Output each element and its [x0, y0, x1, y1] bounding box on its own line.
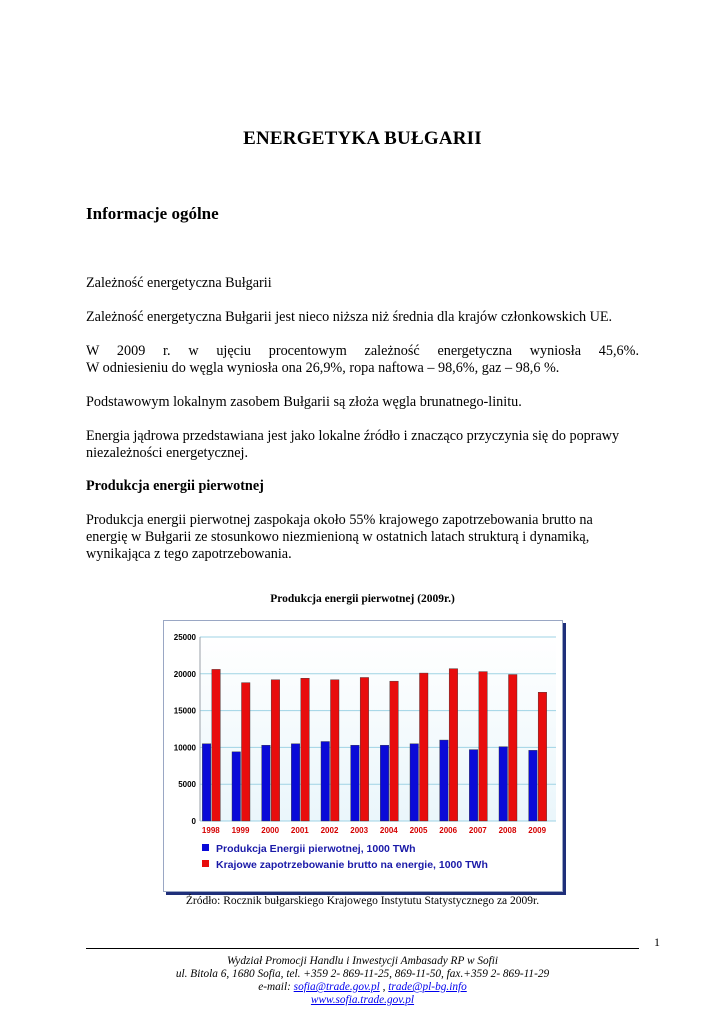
chart-caption: Produkcja energii pierwotnej (2009r.)	[270, 593, 455, 605]
bar-production-2001	[291, 744, 300, 821]
y-tick-label: 15000	[173, 706, 196, 716]
bar-production-2008	[499, 747, 508, 821]
bar-demand-1998	[212, 669, 221, 821]
chart-frame	[163, 620, 563, 892]
bar-demand-2004	[390, 681, 399, 821]
section-heading: Informacje ogólne	[86, 204, 219, 223]
paragraph-nuclear-line2: niezależności energetycznej.	[86, 445, 249, 461]
footer-email-separator: ,	[379, 981, 389, 993]
x-tick-label: 1998	[201, 826, 220, 835]
footer-divider	[86, 948, 639, 949]
paragraph-nuclear-line1: Energia jądrowa przedstawiana jest jako lokalne źródło i znacząco przyczynia się do poprawy	[86, 428, 620, 444]
x-tick-label: 2009	[528, 826, 547, 835]
x-tick-label: 2002	[320, 826, 339, 835]
subheading-primary-production: Produkcja energii pierwotnej	[86, 478, 264, 494]
x-tick-label: 2005	[409, 826, 428, 835]
legend-label: Krajowe zapotrzebowanie brutto na energie, 1000 TWh	[216, 859, 488, 871]
bar-demand-2008	[509, 675, 518, 821]
bar-demand-1999	[242, 683, 251, 821]
bar-demand-2001	[301, 678, 310, 821]
x-tick-label: 2008	[498, 826, 517, 835]
footer-emails	[0, 981, 725, 994]
paragraph-dependence-label: Zależność energetyczna Bułgarii	[86, 275, 272, 291]
footer-email-prefix: e-mail:	[258, 981, 294, 993]
bar-production-1999	[232, 752, 241, 821]
bar-demand-2007	[479, 672, 488, 821]
legend-label: Produkcja Energii pierwotnej, 1000 TWh	[216, 843, 416, 855]
bar-production-1998	[202, 744, 211, 821]
email-link-sofia[interactable]: sofia@trade.gov.pl	[293, 981, 380, 993]
legend-swatch	[202, 860, 209, 867]
bar-demand-2006	[449, 669, 458, 821]
bar-demand-2002	[331, 680, 340, 821]
paragraph-production-line2: energię w Bułgarii ze stosunkowo niezmienioną w ostatnich latach strukturą i dynamiką,	[86, 529, 590, 545]
bar-production-2007	[469, 750, 478, 821]
footer-office: Wydział Promocji Handlu i Inwestycji Ambasady RP w Sofii	[226, 955, 499, 967]
paragraph-lignite: Podstawowym lokalnym zasobem Bułgarii są złoża węgla brunatnego-linitu.	[86, 394, 522, 410]
website-link[interactable]: www.sofia.trade.gov.pl	[310, 994, 415, 1006]
x-tick-label: 2004	[379, 826, 398, 835]
bar-chart	[164, 621, 564, 893]
bar-production-2003	[351, 745, 360, 821]
x-tick-label: 2007	[468, 826, 487, 835]
email-link-trade[interactable]: trade@pl-bg.info	[388, 981, 467, 993]
paragraph-dependence-eu: Zależność energetyczna Bułgarii jest nieco niższa niż średnia dla krajów członkowskich UE.	[86, 309, 613, 325]
paragraph-2009-line1: W 2009 r. w ujęciu procentowym zależność energetyczna wyniosła 45,6%.	[86, 343, 639, 359]
legend-swatch	[202, 844, 209, 851]
document-title: ENERGETYKA BUŁGARII	[243, 128, 482, 149]
bar-production-2005	[410, 744, 419, 821]
bar-production-2009	[529, 750, 538, 821]
paragraph-production-line3: wynikająca z tego zapotrzebowania.	[86, 546, 292, 562]
footer-address: ul. Bitola 6, 1680 Sofia, tel. +359 2- 869-11-25, 869-11-50, fax.+359 2- 869-11-29	[175, 968, 550, 980]
bar-production-2002	[321, 742, 330, 821]
paragraph-production-line1: Produkcja energii pierwotnej zaspokaja około 55% krajowego zapotrzebowania brutto na	[86, 512, 593, 528]
bar-production-2000	[262, 745, 271, 821]
bar-demand-2000	[271, 680, 280, 821]
x-tick-label: 1999	[231, 826, 250, 835]
bar-demand-2003	[360, 677, 369, 821]
footer-website	[0, 994, 725, 1007]
y-tick-label: 5000	[178, 780, 196, 790]
x-tick-label: 2003	[350, 826, 369, 835]
y-tick-label: 25000	[173, 633, 196, 642]
x-tick-label: 2001	[290, 826, 309, 835]
bar-production-2006	[440, 740, 449, 821]
x-tick-label: 2006	[439, 826, 458, 835]
paragraph-2009-line2: W odniesieniu do węgla wyniosła ona 26,9%, ropa naftowa – 98,6%, gaz – 98,6 %.	[86, 360, 560, 376]
bar-demand-2009	[538, 692, 547, 821]
source-note: Źródło: Rocznik bułgarskiego Krajowego Instytutu Statystycznego za 2009r.	[185, 895, 540, 907]
bar-production-2004	[380, 745, 389, 821]
x-tick-label: 2000	[261, 826, 280, 835]
page-number: 1	[654, 935, 660, 949]
y-tick-label: 10000	[173, 743, 196, 753]
bar-demand-2005	[420, 673, 429, 821]
y-tick-label: 0	[191, 817, 196, 826]
y-tick-label: 20000	[173, 669, 196, 679]
